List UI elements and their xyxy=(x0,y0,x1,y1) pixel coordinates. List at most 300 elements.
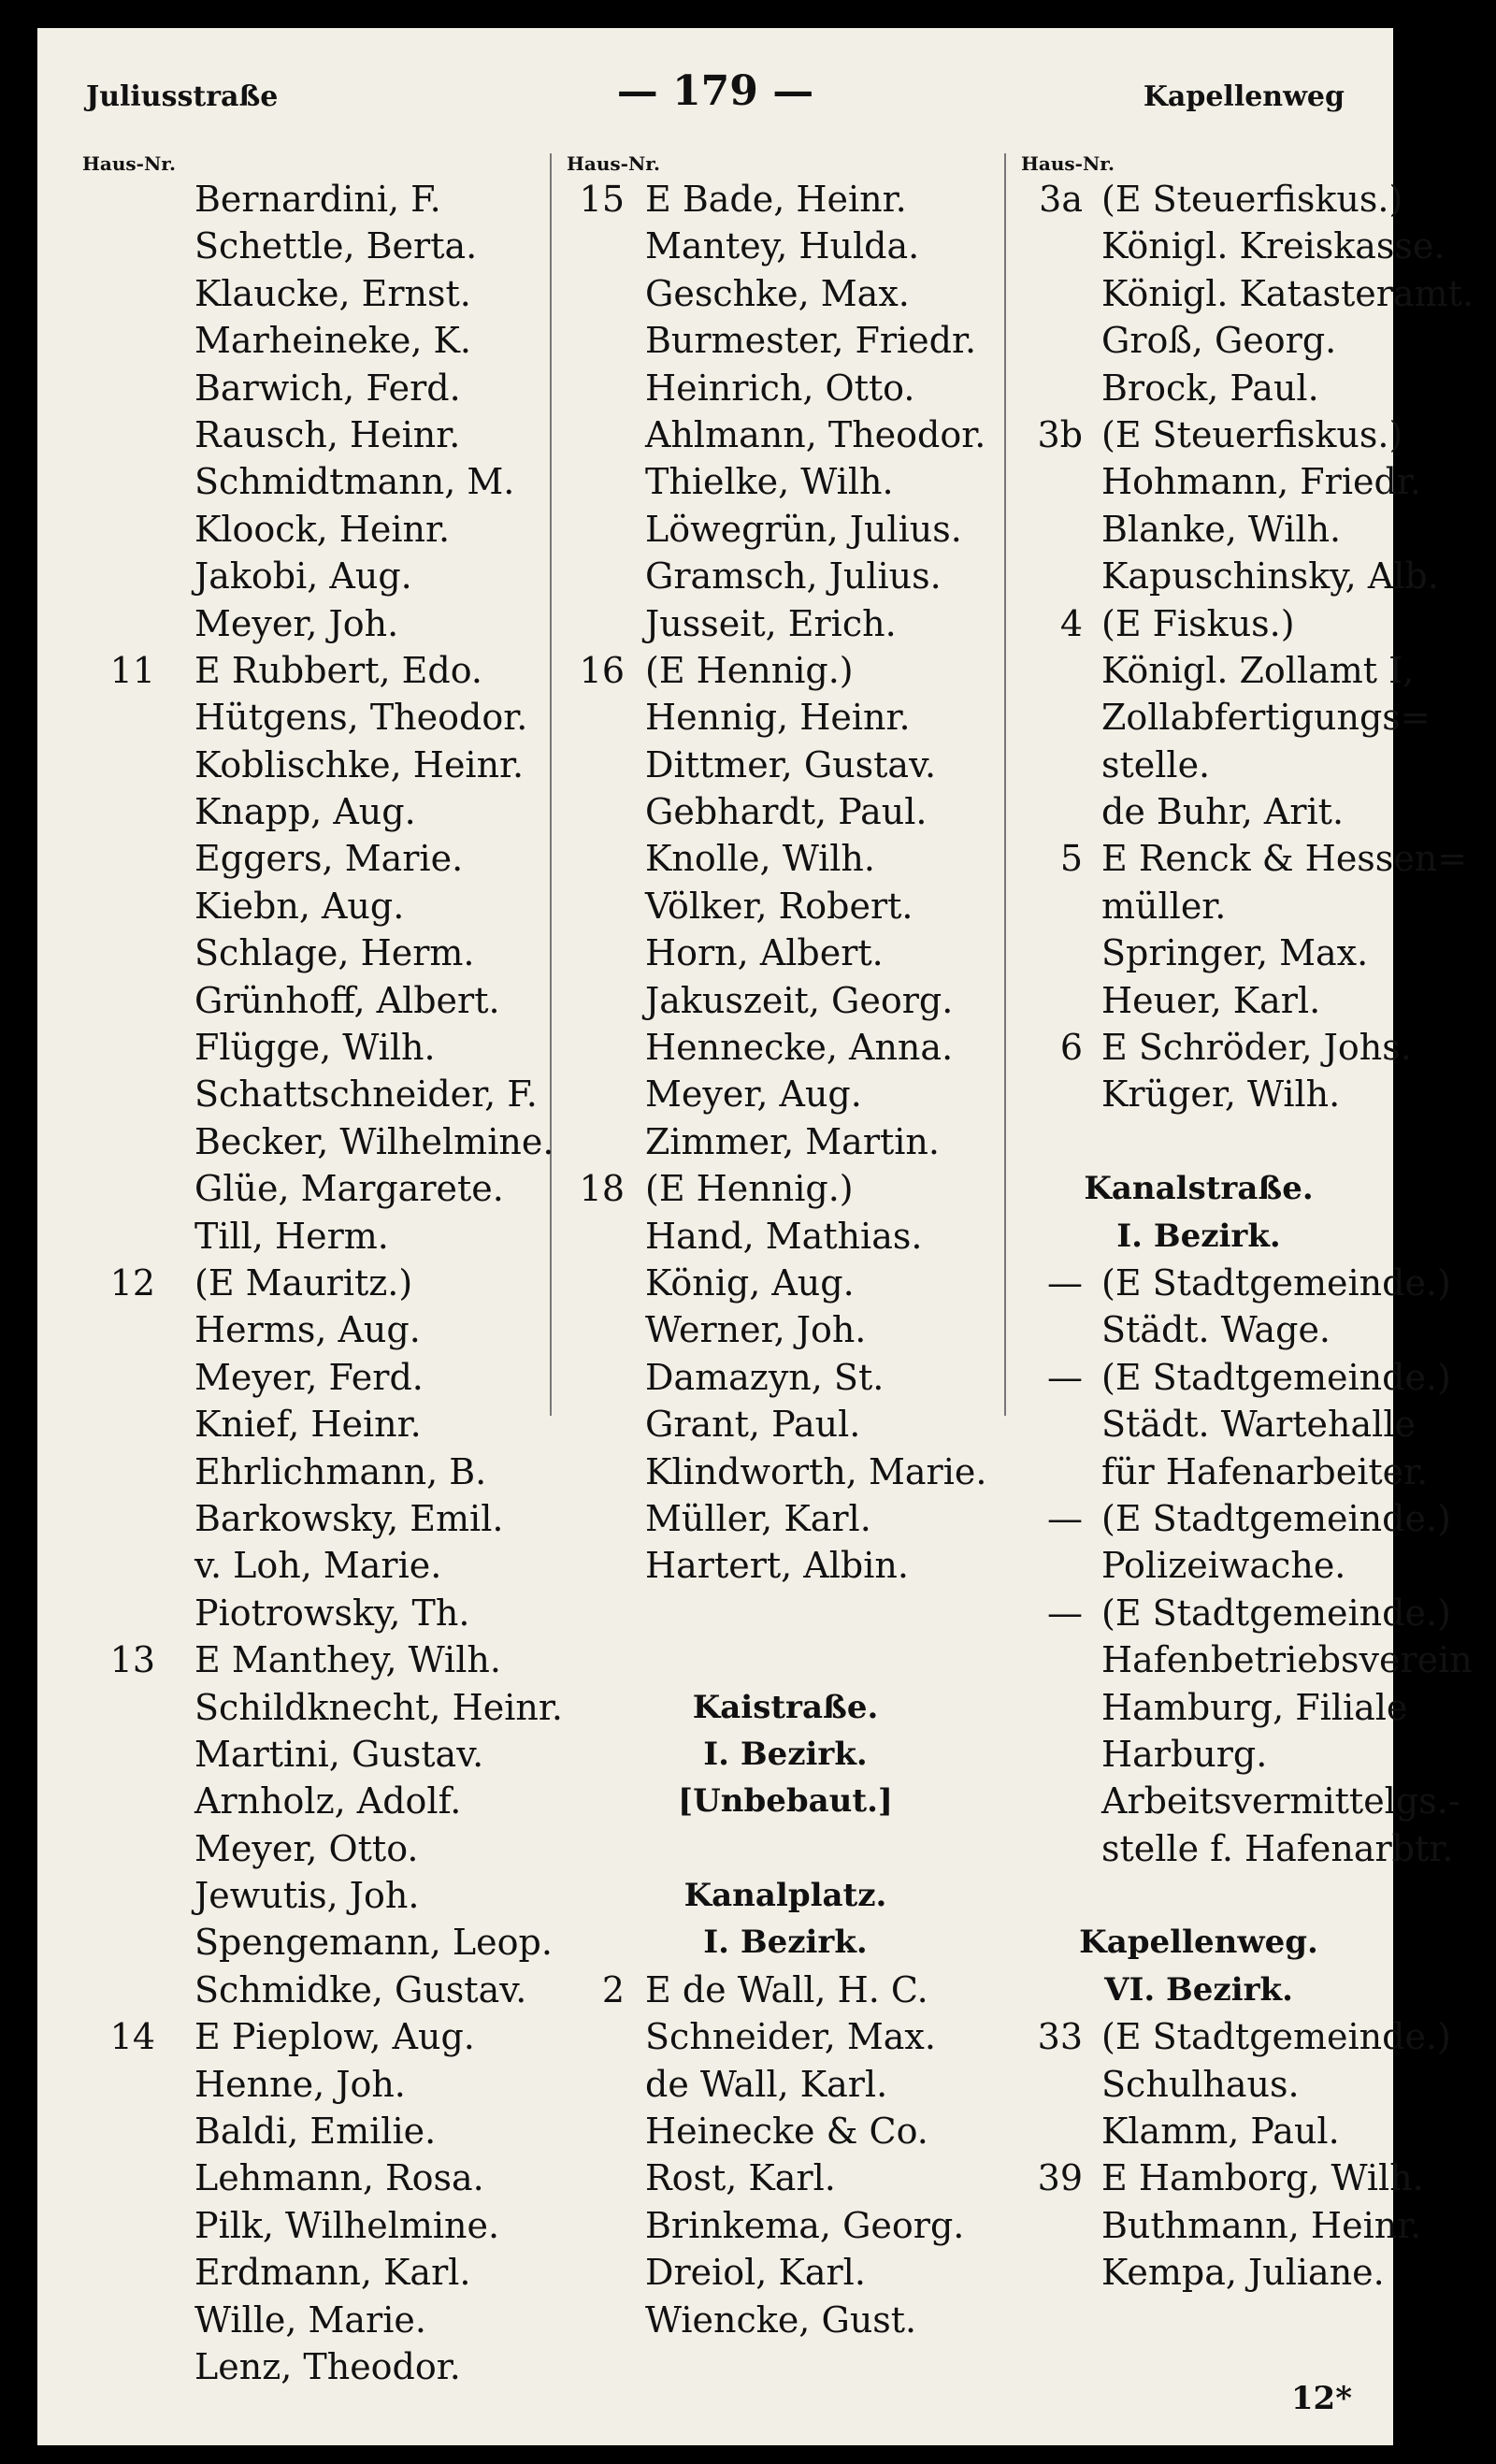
directory-page xyxy=(37,28,1474,2445)
list-item xyxy=(82,742,550,788)
list-item xyxy=(567,458,1004,505)
list-item xyxy=(1021,977,1376,1024)
list-item xyxy=(82,1260,550,1306)
list-item xyxy=(82,365,550,411)
list-item xyxy=(82,1118,554,1165)
resident-name: Königl. Zollamt I, xyxy=(1101,649,1415,691)
list-item xyxy=(82,2297,550,2343)
list-item xyxy=(1021,788,1376,835)
resident-name: Herms, Aug. xyxy=(194,1309,421,1351)
resident-name: Königl. Kreiskasse. xyxy=(1101,225,1446,267)
resident-name: Meyer, Joh. xyxy=(194,602,399,644)
resident-name: Königl. Katasteramt. xyxy=(1101,272,1474,314)
resident-name: Burmester, Friedr. xyxy=(645,320,977,362)
resident-name: Damazyn, St. xyxy=(645,1356,885,1398)
list-item xyxy=(82,1024,550,1071)
blank-line xyxy=(567,1590,1004,1636)
resident-name: (E Fiskus.) xyxy=(1101,602,1295,644)
list-item xyxy=(567,1354,1004,1401)
list-item xyxy=(82,1967,550,2013)
column-divider xyxy=(1004,153,1006,1416)
resident-name: Glüe, Margarete. xyxy=(194,1168,504,1210)
house-number: — xyxy=(1047,1592,1083,1634)
resident-name: Klindworth, Marie. xyxy=(645,1450,987,1492)
list-item xyxy=(567,176,1004,223)
resident-name: stelle. xyxy=(1101,743,1211,785)
resident-name: E Renck & Hessen= xyxy=(1101,838,1468,880)
list-item xyxy=(1021,458,1421,505)
street-heading xyxy=(1021,1165,1376,1212)
street-heading-text: Kapellenweg. xyxy=(1079,1924,1318,1962)
resident-name: Jusseit, Erich. xyxy=(645,602,897,644)
list-item xyxy=(1021,1354,1451,1401)
house-number: 3b xyxy=(1037,413,1083,455)
list-item xyxy=(1021,1731,1376,1778)
list-item xyxy=(1021,1401,1416,1448)
list-item xyxy=(82,1825,550,1872)
resident-name: (E Steuerfiskus.) xyxy=(1101,179,1403,220)
resident-name: müller. xyxy=(1101,885,1227,927)
list-item xyxy=(567,2154,1004,2201)
column-1 xyxy=(82,151,563,2387)
list-item xyxy=(1021,2061,1376,2108)
list-item xyxy=(82,883,550,929)
list-item xyxy=(1021,1071,1376,1117)
list-item xyxy=(82,2343,550,2390)
house-number-label: Haus-Nr. xyxy=(82,152,176,175)
house-number: 16 xyxy=(579,649,625,691)
resident-name: E de Wall, H. C. xyxy=(645,1968,928,2010)
list-item xyxy=(1021,553,1439,599)
house-number: — xyxy=(1047,1356,1083,1398)
street-heading xyxy=(1021,1919,1376,1966)
resident-name: Heinecke & Co. xyxy=(645,2111,928,2153)
resident-name: Ahlmann, Theodor. xyxy=(645,413,986,455)
resident-name: Städt. Wage. xyxy=(1101,1309,1331,1351)
resident-name: Till, Herm. xyxy=(194,1215,389,1257)
list-item xyxy=(1021,647,1415,694)
resident-name: stelle f. Hafenarbtr. xyxy=(1101,1827,1454,1869)
resident-name: Hohmann, Friedr. xyxy=(1101,461,1421,503)
house-number-label: Haus-Nr. xyxy=(567,152,660,175)
resident-name: Gebhardt, Paul. xyxy=(645,791,928,833)
list-item xyxy=(1021,506,1376,553)
street-heading-text: [Unbebaut.] xyxy=(677,1782,893,1821)
resident-name: de Buhr, Arit. xyxy=(1101,791,1345,833)
street-heading xyxy=(567,1684,1004,1731)
list-item xyxy=(567,270,1004,317)
list-item xyxy=(1021,1825,1454,1872)
list-item xyxy=(1021,2154,1424,2201)
house-number: 11 xyxy=(109,649,155,691)
resident-name: Gramsch, Julius. xyxy=(645,555,942,598)
signature-mark: 12* xyxy=(1290,2380,1352,2417)
list-item xyxy=(82,553,550,599)
list-item xyxy=(82,694,550,741)
blank-line xyxy=(1021,1118,1376,1165)
street-heading xyxy=(1021,1213,1376,1260)
resident-name: Müller, Karl. xyxy=(645,1497,871,1539)
list-item xyxy=(1021,176,1403,223)
resident-name: Horn, Albert. xyxy=(645,932,884,974)
resident-name: E Rubbert, Edo. xyxy=(194,649,482,691)
list-item xyxy=(82,1919,553,1966)
resident-name: Baldi, Emilie. xyxy=(194,2111,437,2153)
resident-name: de Wall, Karl. xyxy=(645,2063,888,2105)
street-heading-text: I. Bezirk. xyxy=(703,1924,868,1962)
list-item xyxy=(567,742,1004,788)
resident-name: Dreiol, Karl. xyxy=(645,2252,866,2294)
list-item xyxy=(567,317,1004,364)
resident-name: Erdmann, Karl. xyxy=(194,2252,471,2294)
list-item xyxy=(567,553,1004,599)
list-item xyxy=(82,1448,550,1495)
resident-name: Knolle, Wilh. xyxy=(645,838,875,880)
house-number: 3a xyxy=(1039,179,1083,220)
resident-name: Löwegrün, Julius. xyxy=(645,508,962,550)
resident-name: E Schröder, Johs. xyxy=(1101,1027,1412,1069)
header-right-street: Kapellenweg xyxy=(1143,80,1345,113)
resident-name: Hamburg, Filiale xyxy=(1101,1686,1408,1728)
house-number: 15 xyxy=(579,179,625,220)
resident-name: Jewutis, Joh. xyxy=(194,1875,420,1917)
list-item xyxy=(82,1731,550,1778)
resident-name: Lenz, Theodor. xyxy=(194,2345,461,2387)
house-number: 6 xyxy=(1059,1027,1083,1069)
resident-name: Schettle, Berta. xyxy=(194,225,478,267)
resident-name: Blanke, Wilh. xyxy=(1101,508,1342,550)
resident-name: Knapp, Aug. xyxy=(194,791,416,833)
resident-name: E Hamborg, Wilh. xyxy=(1101,2157,1424,2199)
list-item xyxy=(82,835,550,882)
list-item xyxy=(567,1071,1004,1117)
resident-name: Hafenbetriebsverein xyxy=(1101,1639,1473,1681)
list-item xyxy=(1021,1260,1451,1306)
blank-line xyxy=(567,1636,1004,1683)
list-item xyxy=(1021,317,1376,364)
list-item xyxy=(82,1542,550,1589)
resident-name: Brinkema, Georg. xyxy=(645,2204,965,2246)
list-item xyxy=(82,2013,550,2060)
resident-name: Bernardini, F. xyxy=(194,179,441,220)
list-item xyxy=(567,2108,1004,2154)
list-item xyxy=(567,977,1004,1024)
resident-name: Arbeitsvermittelgs.- xyxy=(1101,1780,1460,1823)
resident-name: E Pieplow, Aug. xyxy=(194,2016,475,2058)
resident-name: Städt. Wartehalle xyxy=(1101,1404,1416,1446)
resident-name: Geschke, Max. xyxy=(645,272,910,314)
list-item xyxy=(82,223,550,269)
house-number: 39 xyxy=(1037,2157,1083,2199)
list-item xyxy=(567,1448,1004,1495)
list-item xyxy=(82,458,550,505)
list-item xyxy=(1021,2013,1451,2060)
resident-name: Becker, Wilhelmine. xyxy=(194,1120,554,1162)
resident-name: Eggers, Marie. xyxy=(194,838,464,880)
list-item xyxy=(1021,365,1376,411)
list-item xyxy=(82,506,550,553)
resident-name: Schlage, Herm. xyxy=(194,932,475,974)
list-item xyxy=(82,929,550,976)
resident-name: v. Loh, Marie. xyxy=(194,1545,442,1587)
list-item xyxy=(567,2249,1004,2296)
list-item xyxy=(567,411,1004,458)
resident-name: (E Stadtgemeinde.) xyxy=(1101,2016,1451,2058)
list-item xyxy=(82,317,550,364)
resident-name: (E Stadtgemeinde.) xyxy=(1101,1356,1451,1398)
list-item xyxy=(567,1967,1004,2013)
resident-name: Henne, Joh. xyxy=(194,2063,406,2105)
street-heading-text: I. Bezirk. xyxy=(703,1735,868,1773)
resident-name: Polizeiwache. xyxy=(1101,1545,1346,1587)
list-item xyxy=(1021,2202,1422,2249)
resident-name: E Manthey, Wilh. xyxy=(194,1639,501,1681)
list-item xyxy=(567,1165,1004,1212)
list-item xyxy=(82,1590,550,1636)
list-item xyxy=(567,835,1004,882)
resident-name: Grünhoff, Albert. xyxy=(194,979,500,1021)
list-item xyxy=(1021,883,1376,929)
list-item xyxy=(82,647,550,694)
resident-name: Schneider, Max. xyxy=(645,2016,936,2058)
list-item xyxy=(567,365,1004,411)
resident-name: Jakuszeit, Georg. xyxy=(645,979,954,1021)
list-item xyxy=(567,647,1004,694)
resident-name: Werner, Joh. xyxy=(645,1309,867,1351)
list-item xyxy=(567,2297,1004,2343)
resident-name: Hennig, Heinr. xyxy=(645,697,911,739)
resident-name: Zimmer, Martin. xyxy=(645,1120,940,1162)
blank-line xyxy=(567,1825,1004,1872)
list-item xyxy=(82,270,550,317)
house-number: 18 xyxy=(579,1168,625,1210)
list-item xyxy=(1021,929,1376,976)
resident-name: Knief, Heinr. xyxy=(194,1404,422,1446)
resident-name: Barwich, Ferd. xyxy=(194,367,461,409)
header-left-street: Juliusstraße xyxy=(86,80,279,113)
resident-name: Piotrowsky, Th. xyxy=(194,1592,470,1634)
house-number: — xyxy=(1047,1261,1083,1304)
resident-name: Groß, Georg. xyxy=(1101,320,1337,362)
list-item xyxy=(82,2108,550,2154)
resident-name: (E Stadtgemeinde.) xyxy=(1101,1592,1451,1634)
resident-name: (E Stadtgemeinde.) xyxy=(1101,1261,1451,1304)
resident-name: Rost, Karl. xyxy=(645,2157,836,2199)
resident-name: Klamm, Paul. xyxy=(1101,2111,1340,2153)
list-item xyxy=(1021,742,1376,788)
street-heading xyxy=(567,1731,1004,1778)
resident-name: Wiencke, Gust. xyxy=(645,2298,917,2341)
street-heading-text: VI. Bezirk. xyxy=(1104,1970,1293,2009)
resident-name: Dittmer, Gustav. xyxy=(645,743,937,785)
list-item xyxy=(567,1542,1004,1589)
street-heading xyxy=(567,1919,1004,1966)
list-item xyxy=(82,411,550,458)
list-item xyxy=(1021,1542,1376,1589)
street-heading xyxy=(567,1778,1004,1824)
list-item xyxy=(82,977,550,1024)
resident-name: Krüger, Wilh. xyxy=(1101,1073,1341,1116)
resident-name: Kapuschinsky, Alb. xyxy=(1101,555,1439,598)
street-heading-text: Kaistraße. xyxy=(692,1688,879,1726)
resident-name: Spengemann, Leop. xyxy=(194,1922,553,1964)
list-item xyxy=(1021,270,1474,317)
list-item xyxy=(82,1636,550,1683)
resident-name: König, Aug. xyxy=(645,1261,855,1304)
resident-name: Martini, Gustav. xyxy=(194,1733,484,1775)
list-item xyxy=(82,1401,550,1448)
resident-name: Pilk, Wilhelmine. xyxy=(194,2204,500,2246)
list-item xyxy=(82,2154,550,2201)
list-item xyxy=(567,2013,1004,2060)
list-item xyxy=(567,1213,1004,1260)
resident-name: Ehrlichmann, B. xyxy=(194,1450,487,1492)
list-item xyxy=(82,2249,550,2296)
resident-name: Flügge, Wilh. xyxy=(194,1027,436,1069)
list-item xyxy=(567,1024,1004,1071)
resident-name: Hand, Mathias. xyxy=(645,1215,923,1257)
resident-name: Schildknecht, Heinr. xyxy=(194,1686,563,1728)
list-item xyxy=(82,1778,550,1824)
resident-name: Meyer, Ferd. xyxy=(194,1356,424,1398)
list-item xyxy=(567,2061,1004,2108)
resident-name: Kiebn, Aug. xyxy=(194,885,405,927)
house-number: 33 xyxy=(1037,2016,1083,2058)
list-item xyxy=(82,1306,550,1353)
house-number: 2 xyxy=(601,1968,625,2010)
resident-name: Schmidke, Gustav. xyxy=(194,1968,527,2010)
resident-name: Arnholz, Adolf. xyxy=(194,1780,462,1823)
list-item xyxy=(1021,835,1468,882)
list-item xyxy=(1021,2108,1376,2154)
list-item xyxy=(82,1872,550,1919)
list-item xyxy=(1021,1306,1376,1353)
list-item xyxy=(82,1165,550,1212)
list-item xyxy=(1021,694,1431,741)
list-item xyxy=(567,883,1004,929)
list-item xyxy=(1021,223,1446,269)
list-item xyxy=(82,2202,550,2249)
list-item xyxy=(567,1401,1004,1448)
resident-name: Heuer, Karl. xyxy=(1101,979,1321,1021)
list-item xyxy=(82,176,550,223)
resident-name: Schulhaus. xyxy=(1101,2063,1300,2105)
list-item xyxy=(567,694,1004,741)
column-divider xyxy=(550,153,552,1416)
resident-name: Schattschneider, F. xyxy=(194,1073,538,1116)
list-item xyxy=(82,788,550,835)
resident-name: Völker, Robert. xyxy=(645,885,913,927)
resident-name: Harburg. xyxy=(1101,1733,1268,1775)
house-number: 14 xyxy=(109,2016,155,2058)
house-number: 4 xyxy=(1059,602,1083,644)
list-item xyxy=(567,223,1004,269)
list-item xyxy=(567,788,1004,835)
list-item xyxy=(82,1071,550,1117)
list-item xyxy=(567,1260,1004,1306)
list-item xyxy=(567,929,1004,976)
resident-name: Klaucke, Ernst. xyxy=(194,272,471,314)
resident-name: Hütgens, Theodor. xyxy=(194,697,528,739)
column-3 xyxy=(1021,151,1474,2377)
resident-name: Zollabfertigungs= xyxy=(1101,697,1431,739)
list-item xyxy=(1021,1495,1451,1542)
column-2 xyxy=(567,151,1004,2377)
resident-name: Rausch, Heinr. xyxy=(194,413,461,455)
resident-name: Koblischke, Heinr. xyxy=(194,743,525,785)
resident-name: Marheineke, K. xyxy=(194,320,471,362)
resident-name: Springer, Max. xyxy=(1101,932,1369,974)
resident-name: Kloock, Heinr. xyxy=(194,508,451,550)
resident-name: (E Stadtgemeinde.) xyxy=(1101,1497,1451,1539)
list-item xyxy=(1021,1778,1460,1824)
resident-name: Grant, Paul. xyxy=(645,1404,861,1446)
list-item xyxy=(82,1684,563,1731)
list-item xyxy=(567,600,1004,647)
list-item xyxy=(82,600,550,647)
resident-name: Hartert, Albin. xyxy=(645,1545,909,1587)
list-item xyxy=(82,1495,550,1542)
list-item xyxy=(567,2202,1004,2249)
resident-name: Meyer, Aug. xyxy=(645,1073,862,1116)
resident-name: (E Hennig.) xyxy=(645,1168,854,1210)
resident-name: Thielke, Wilh. xyxy=(645,461,894,503)
list-item xyxy=(82,1213,550,1260)
list-item xyxy=(567,1306,1004,1353)
page-header xyxy=(37,62,1393,118)
resident-name: Barkowsky, Emil. xyxy=(194,1497,504,1539)
list-item xyxy=(1021,600,1376,647)
street-heading-text: Kanalplatz. xyxy=(683,1877,887,1915)
page-number: — 179 — xyxy=(616,67,814,115)
resident-name: Heinrich, Otto. xyxy=(645,367,915,409)
resident-name: Kempa, Juliane. xyxy=(1101,2252,1385,2294)
blank-line xyxy=(1021,1872,1376,1919)
resident-name: Schmidtmann, M. xyxy=(194,461,515,503)
house-number: 5 xyxy=(1059,838,1083,880)
house-number: 13 xyxy=(109,1639,155,1681)
resident-name: Meyer, Otto. xyxy=(194,1827,419,1869)
list-item xyxy=(1021,1684,1408,1731)
resident-name: (E Mauritz.) xyxy=(194,1261,413,1304)
resident-name: Wille, Marie. xyxy=(194,2298,426,2341)
list-item xyxy=(82,1354,550,1401)
house-number-label: Haus-Nr. xyxy=(1021,152,1115,175)
house-number: 12 xyxy=(109,1261,155,1304)
list-item xyxy=(567,1118,1004,1165)
list-item xyxy=(82,2061,550,2108)
list-item xyxy=(567,506,1004,553)
resident-name: für Hafenarbeiter. xyxy=(1101,1450,1429,1492)
resident-name: Jakobi, Aug. xyxy=(194,555,412,598)
list-item xyxy=(1021,1590,1451,1636)
street-heading-text: I. Bezirk. xyxy=(1116,1217,1281,1255)
resident-name: Hennecke, Anna. xyxy=(645,1027,954,1069)
list-item xyxy=(1021,411,1403,458)
resident-name: E Bade, Heinr. xyxy=(645,179,907,220)
list-item xyxy=(1021,2249,1385,2296)
street-heading xyxy=(567,1872,1004,1919)
resident-name: (E Hennig.) xyxy=(645,649,854,691)
list-item xyxy=(1021,1636,1473,1683)
street-heading xyxy=(1021,1967,1376,2013)
resident-name: (E Steuerfiskus.) xyxy=(1101,413,1403,455)
list-item xyxy=(567,1495,1004,1542)
resident-name: Brock, Paul. xyxy=(1101,367,1319,409)
street-heading-text: Kanalstraße. xyxy=(1084,1170,1314,1208)
resident-name: Lehmann, Rosa. xyxy=(194,2157,484,2199)
list-item xyxy=(1021,1448,1429,1495)
